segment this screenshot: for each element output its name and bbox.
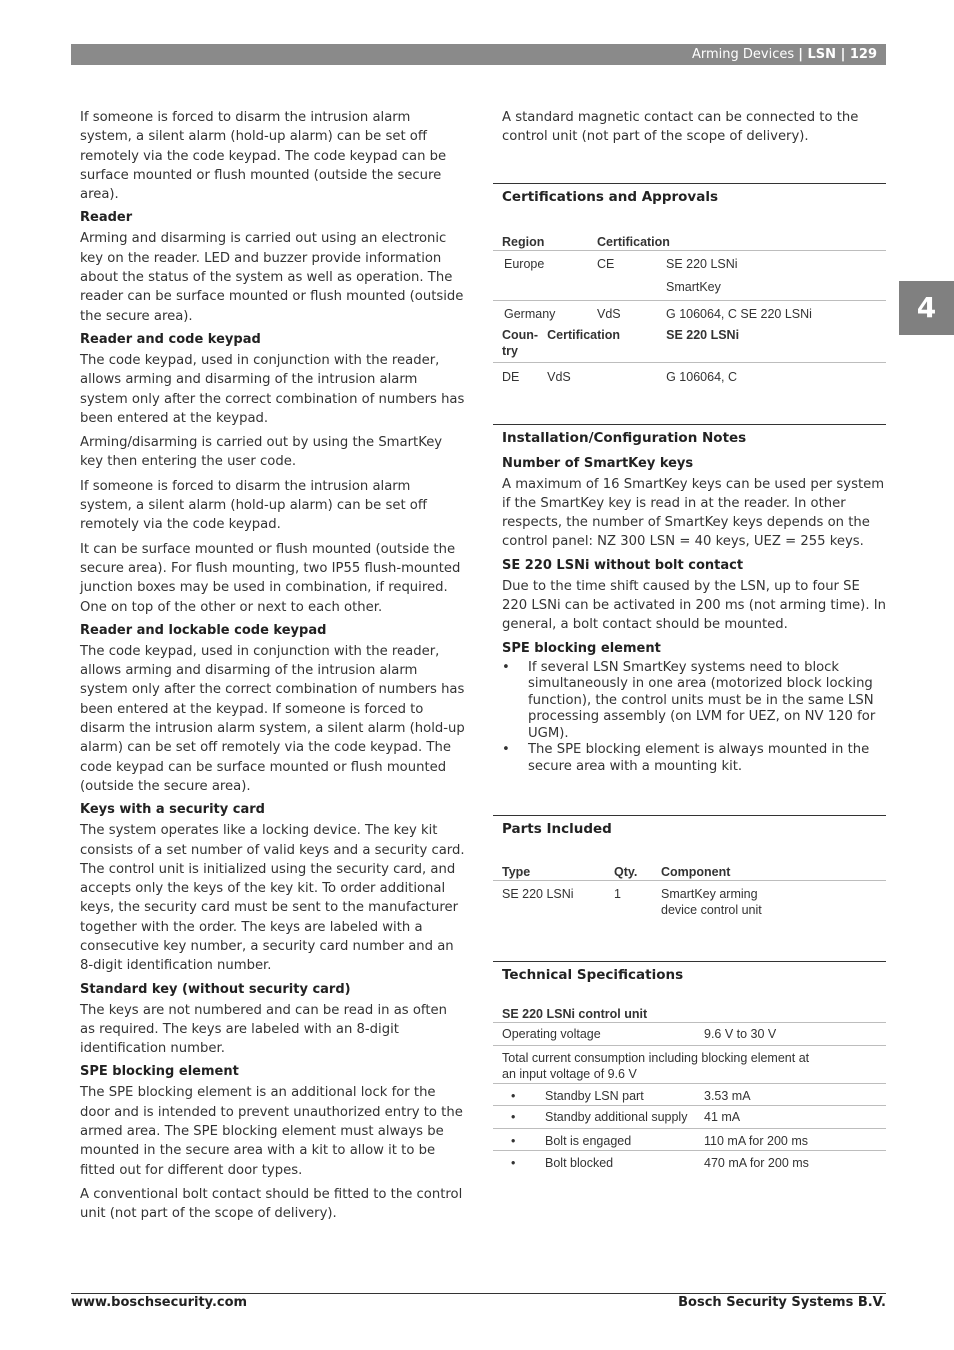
spe-blocking-heading: SPE blocking element [502, 640, 661, 656]
table-cell: VdS [588, 300, 657, 327]
installation-title: Installation/Configuration Notes [493, 424, 886, 447]
table-header-row [493, 858, 886, 881]
table-cell: VdS [547, 369, 571, 384]
table-header-row [493, 1002, 886, 1023]
reader-keypad-paragraph-3: If someone is forced to disarm the intrusion alarm system, a silent alarm (hold-up alarm) can be set off remotely via the code keypad. [80, 478, 427, 533]
table-cell: Bolt is engaged [536, 1129, 695, 1151]
table-header-cell: SE 220 LSNi control unit [502, 1007, 648, 1022]
intro-paragraph: If someone is forced to disarm the intrusion alarm system, a silent alarm (hold-up alarm) can be set off remotely via the code keypad. The code keypad can be surface mounted or flush mounted (outside the secure area). [80, 110, 447, 203]
installation-body [493, 455, 886, 776]
table-header-cell: Coun-try [502, 327, 539, 358]
table-header-cell: Component [661, 865, 731, 880]
table-header-cell: Certification [597, 234, 670, 249]
bullet-icon: • [502, 742, 510, 758]
header-bar [71, 44, 886, 65]
keys-paragraph: The system operates like a locking device. The key kit consists of a set number of valid keys and a security card. The control unit is initialized using the security card, and accepts only the keys of the key kit. To order additional keys, the security card must be sent to the manufacturer together with the order. The keys are labeled with a consecutive key number, a security card number and an 8-digit identification number. [80, 823, 465, 974]
tech-title: Technical Specifications [493, 961, 886, 984]
reader-heading: Reader [80, 210, 133, 226]
header-text [692, 44, 877, 65]
table-row [493, 277, 886, 301]
footer-divider [71, 1293, 886, 1294]
table-row [493, 1023, 886, 1046]
table-row [493, 1106, 886, 1129]
chapter-tab: 4 [899, 281, 954, 335]
table-header-cell: Certification [547, 327, 621, 342]
table-cell: Germany [493, 300, 588, 327]
table-cell: SE 220 LSNi [666, 256, 738, 271]
table-cell: G 106064, C SE 220 LSNi [657, 300, 886, 327]
smartkey-count-paragraph: A maximum of 16 SmartKey keys can be used per system if the SmartKey key is read in at the reader. In other respects, the number of SmartKey keys depends on the control panel: NZ 300 LSN = 40 keys, UEZ = 255 keys. [502, 476, 885, 550]
table-cell: SmartKey [666, 279, 721, 294]
smartkey-count-heading: Number of SmartKey keys [502, 455, 694, 471]
bullet-icon: • [493, 1151, 536, 1177]
table-row [493, 250, 886, 277]
list-item-text: The SPE blocking element is always mounted in the secure area with a mounting kit. [528, 742, 870, 774]
footer-company: Bosch Security Systems B.V. [678, 1295, 886, 1310]
table-row [493, 300, 886, 327]
reader-paragraph: Arming and disarming is carried out using an electronic key on the reader. LED and buzzer provide information about the status of the system as well as operation. The reader can be surface mounted or flush mounted (outside the secure area). [80, 231, 464, 324]
table-cell: SE 220 LSNi [502, 887, 574, 902]
table-cell [493, 277, 588, 301]
bullet-icon: • [493, 1084, 536, 1106]
reader-keypad-heading: Reader and code keypad [80, 331, 261, 347]
certifications-section [493, 183, 886, 390]
table-cell: Europe [504, 256, 545, 271]
table-header-row [493, 228, 886, 251]
table-cell: Total current consumption including blocking element at an input voltage of 9.6 V [493, 1046, 886, 1084]
table-cell: 41 mA [695, 1106, 886, 1129]
lockable-keypad-paragraph: The code keypad, used in conjunction with the reader, allows arming and disarming of the intrusion alarm system only after the correct combination of numbers has been entered at the keypad. If someone is forced to disarm the intrusion alarm system, a silent alarm (hold-up alarm) can be set off remotely via the code keypad. The code keypad can be surface mounted or flush mounted (outside the secure area). [80, 643, 465, 794]
parts-table [493, 858, 886, 923]
table-header-row [493, 327, 886, 363]
table-cell: Standby LSN part [536, 1084, 695, 1106]
table-row [493, 881, 886, 924]
spe-paragraph-2: A conventional bolt contact should be fitted to the control unit (not part of the scope of delivery). [80, 1186, 463, 1222]
list-item [493, 742, 886, 775]
reader-keypad-paragraph-4: It can be surface mounted or flush mounted (outside the secure area). For flush mounting, two IP55 flush-mounted junction boxes may be used in combination, if required. One on top of the other or next to each other. [80, 541, 461, 615]
magnetic-contact-paragraph: A standard magnetic contact can be connected to the control unit (not part of the scope of delivery). [502, 110, 859, 145]
right-column [493, 108, 886, 1176]
lockable-keypad-heading: Reader and lockable code keypad [80, 622, 327, 638]
table-row [493, 1084, 886, 1106]
bolt-contact-paragraph: Due to the time shift caused by the LSN, up to four SE 220 LSNi can be activated in 200 ms (not arming time). In general, a bolt contact should be mounted. [502, 578, 886, 633]
certifications-title: Certifications and Approvals [493, 183, 886, 206]
bullet-icon: • [493, 1106, 536, 1129]
bolt-contact-heading: SE 220 LSNi without bolt contact [502, 557, 744, 573]
parts-title: Parts Included [493, 815, 886, 838]
table-cell: 9.6 V to 30 V [704, 1027, 777, 1042]
table-cell: 3.53 mA [695, 1084, 886, 1106]
table-cell [588, 277, 657, 301]
table-cell: 110 mA for 200 ms [695, 1129, 886, 1151]
keys-heading: Keys with a security card [80, 802, 265, 818]
country-certification-table [493, 327, 886, 390]
table-cell: DE [502, 369, 520, 384]
tech-section [493, 961, 886, 1176]
table-cell: Operating voltage [502, 1027, 601, 1042]
header-product: | LSN | 129 [798, 47, 877, 62]
tech-table [493, 1002, 886, 1176]
list-item-text: If several LSN SmartKey systems need to block simultaneously in one area (motorized block locking function), the control units must be in the same LSN processing assembly (on LVM for UEZ, on NV 120 for UGM). [528, 659, 876, 741]
reader-keypad-paragraph-1: The code keypad, used in conjunction with the reader, allows arming and disarming of the intrusion alarm system only after the correct combination of numbers has been entered at the keypad. [80, 352, 465, 426]
list-item [493, 660, 886, 743]
table-cell: Bolt blocked [536, 1151, 695, 1177]
table-cell: Standby additional supply [536, 1106, 695, 1129]
certifications-table [493, 228, 886, 327]
table-header-cell: Qty. [614, 865, 638, 880]
table-cell: G 106064, C [666, 369, 737, 384]
table-row [493, 1129, 886, 1151]
table-header-cell: Type [502, 865, 531, 880]
header-section: Arming Devices [691, 47, 795, 62]
parts-section [493, 815, 886, 923]
footer-website: www.boschsecurity.com [71, 1295, 248, 1310]
table-cell: CE [597, 256, 615, 271]
left-column [80, 108, 466, 1229]
spe-paragraph-1: The SPE blocking element is an additional lock for the door and is intended to prevent unauthorized entry to the armed area. The SPE blocking element must always be mounted in the secure area with a kit to allow it to be fitted out for different door types. [80, 1085, 463, 1178]
installation-section [493, 424, 886, 776]
reader-keypad-paragraph-2: Arming/disarming is carried out by using the SmartKey key then entering the user code. [80, 435, 443, 470]
table-row [493, 362, 886, 390]
table-header-cell: Region [502, 234, 545, 249]
table-cell: 470 mA for 200 ms [695, 1151, 886, 1177]
standard-key-heading: Standard key (without security card) [80, 981, 351, 997]
bullet-icon: • [493, 1129, 536, 1151]
table-cell: 1 [614, 887, 621, 902]
spe-heading: SPE blocking element [80, 1064, 239, 1080]
table-row [493, 1046, 886, 1084]
standard-key-paragraph: The keys are not numbered and can be read in as often as required. The keys are labeled with an 8-digit identification number. [80, 1002, 447, 1057]
table-row [493, 1151, 886, 1177]
bullet-icon: • [502, 659, 510, 675]
table-cell: SmartKey arming device control unit [661, 887, 762, 918]
table-header-cell: SE 220 LSNi [666, 327, 740, 342]
